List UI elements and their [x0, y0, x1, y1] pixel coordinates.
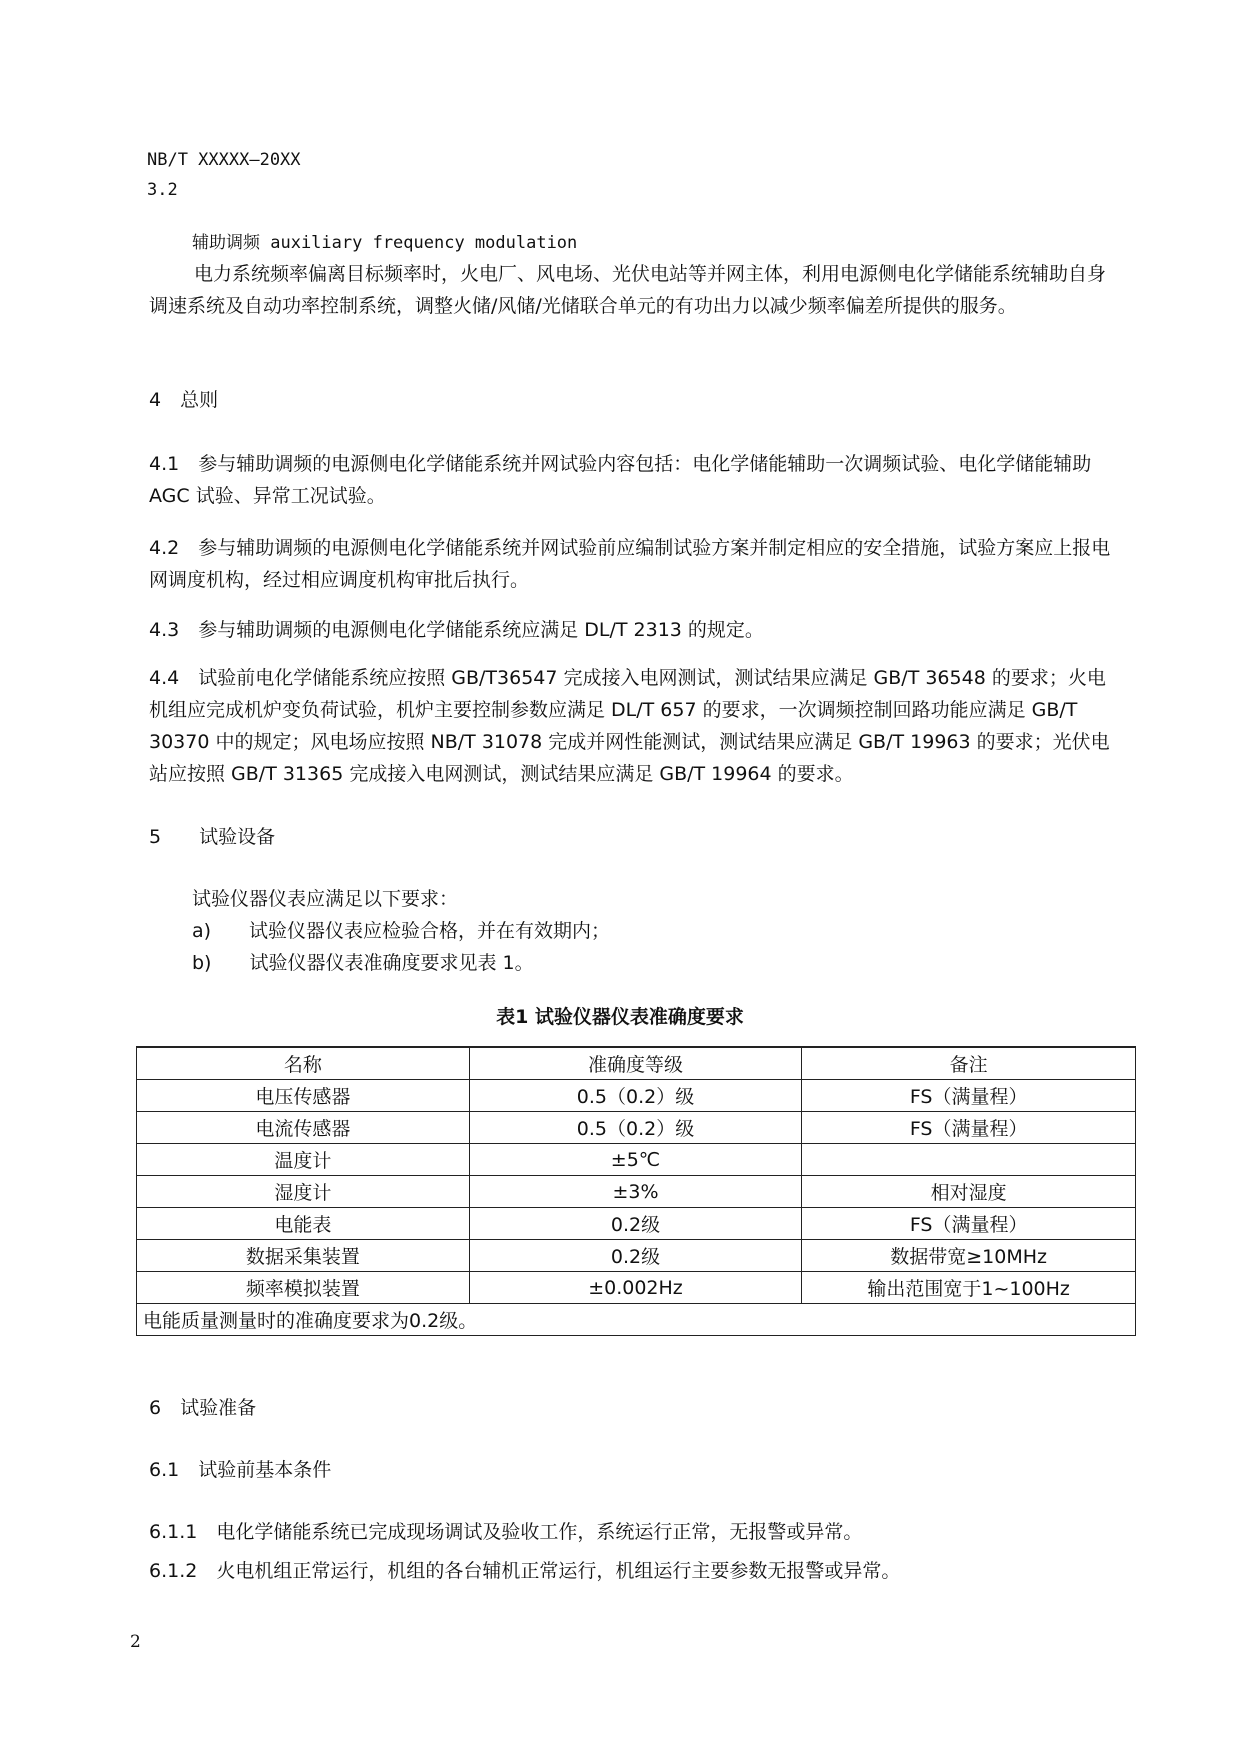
cell-remark: [802, 1144, 1136, 1176]
cell-name: 电能表: [137, 1208, 470, 1240]
cell-remark: FS（满量程）: [802, 1080, 1136, 1112]
table-row: [137, 1240, 1136, 1272]
section-6-heading: 6 试验准备: [149, 1397, 257, 1419]
cell-accuracy: 0.2级: [469, 1240, 802, 1272]
table-row: [137, 1176, 1136, 1208]
paragraph-6-1-1: 6.1.1 电化学储能系统已完成现场调试及验收工作，系统运行正常，无报警或异常。: [149, 1521, 863, 1543]
cell-remark: 输出范围宽于1~100Hz: [802, 1272, 1136, 1304]
table-row: [137, 1080, 1136, 1112]
term-text: 辅助调频 auxiliary frequency modulation: [192, 233, 578, 253]
paragraph-6-1-2: 6.1.2 火电机组正常运行，机组的各台辅机正常运行，机组运行主要参数无报警或异常。: [149, 1560, 901, 1582]
cell-accuracy: ±0.002Hz: [469, 1272, 802, 1304]
cell-name: 频率模拟装置: [137, 1272, 470, 1304]
list-item-b: b) 试验仪器仪表准确度要求见表 1。: [192, 952, 534, 974]
cell-remark: FS（满量程）: [802, 1112, 1136, 1144]
header-name: 名称: [137, 1047, 470, 1080]
table-row: [137, 1272, 1136, 1304]
cell-accuracy: 0.5（0.2）级: [469, 1080, 802, 1112]
table-caption: 表1 试验仪器仪表准确度要求: [496, 1006, 744, 1028]
section-5-heading: 5 试验设备: [149, 826, 276, 848]
cell-name: 电流传感器: [137, 1112, 470, 1144]
cell-accuracy: ±3%: [469, 1176, 802, 1208]
cell-remark: 数据带宽≥10MHz: [802, 1240, 1136, 1272]
cell-accuracy: 0.2级: [469, 1208, 802, 1240]
cell-remark: 相对湿度: [802, 1176, 1136, 1208]
cell-name: 温度计: [137, 1144, 470, 1176]
table-note: 电能质量测量时的准确度要求为0.2级。: [137, 1304, 1136, 1336]
table-row: [137, 1112, 1136, 1144]
table-row: [137, 1208, 1136, 1240]
term-title: [192, 228, 577, 253]
cell-name: 数据采集装置: [137, 1240, 470, 1272]
document-id: NB/T XXXXX—20XX: [147, 150, 301, 170]
paragraph-4-2: 4.2 参与辅助调频的电源侧电化学储能系统并网试验前应编制试验方案并制定相应的安全措施，试验方案应上报电网调度机构，经过相应调度机构审批后执行。: [149, 537, 1111, 591]
paragraph-4-4: 4.4 试验前电化学储能系统应按照 GB/T36547 完成接入电网测试，测试结果应满足 GB/T 36548 的要求；火电机组应完成机炉变负荷试验，机炉主要控制参数应满足 DL/T 657 的要求，一次调频控制回路功能应满足 GB/T 30370 中的规定；风电场应按照 NB/T 31078 完成并网性能测试，测试结果应满足 GB/T 19963 的要求；光伏电站应按照 GB/T 31365 完成接入电网测试，测试结果应满足 GB/T 19964 的要求。: [149, 667, 1110, 785]
cell-name: 电压传感器: [137, 1080, 470, 1112]
section-4-heading: 4 总则: [149, 389, 219, 411]
paragraph-4-3: 4.3 参与辅助调频的电源侧电化学储能系统应满足 DL/T 2313 的规定。: [149, 619, 764, 641]
cell-name: 湿度计: [137, 1176, 470, 1208]
section-5-intro: 试验仪器仪表应满足以下要求：: [192, 888, 459, 910]
cell-accuracy: ±5℃: [469, 1144, 802, 1176]
header-remark: 备注: [802, 1047, 1136, 1080]
cell-remark: FS（满量程）: [802, 1208, 1136, 1240]
cell-accuracy: 0.5（0.2）级: [469, 1112, 802, 1144]
table-note-row: [137, 1304, 1136, 1336]
page-number: 2: [130, 1632, 141, 1652]
list-item-a: a) 试验仪器仪表应检验合格，并在有效期内；: [192, 920, 611, 942]
term-definition: 电力系统频率偏离目标频率时，火电厂、风电场、光伏电站等并网主体，利用电源侧电化学储能系统辅助自身调速系统及自动功率控制系统，调整火储/风储/光储联合单元的有功出力以减少频率偏差所提供的服务。: [149, 263, 1107, 317]
section-number-3-2: 3.2: [147, 180, 178, 200]
table-row: [137, 1144, 1136, 1176]
accuracy-table: [136, 1046, 1136, 1336]
section-6-1-heading: 6.1 试验前基本条件: [149, 1459, 332, 1481]
header-accuracy: 准确度等级: [469, 1047, 802, 1080]
paragraph-4-1: 4.1 参与辅助调频的电源侧电化学储能系统并网试验内容包括：电化学储能辅助一次调频试验、电化学储能辅助 AGC 试验、异常工况试验。: [149, 453, 1092, 507]
table-header-row: [137, 1047, 1136, 1080]
